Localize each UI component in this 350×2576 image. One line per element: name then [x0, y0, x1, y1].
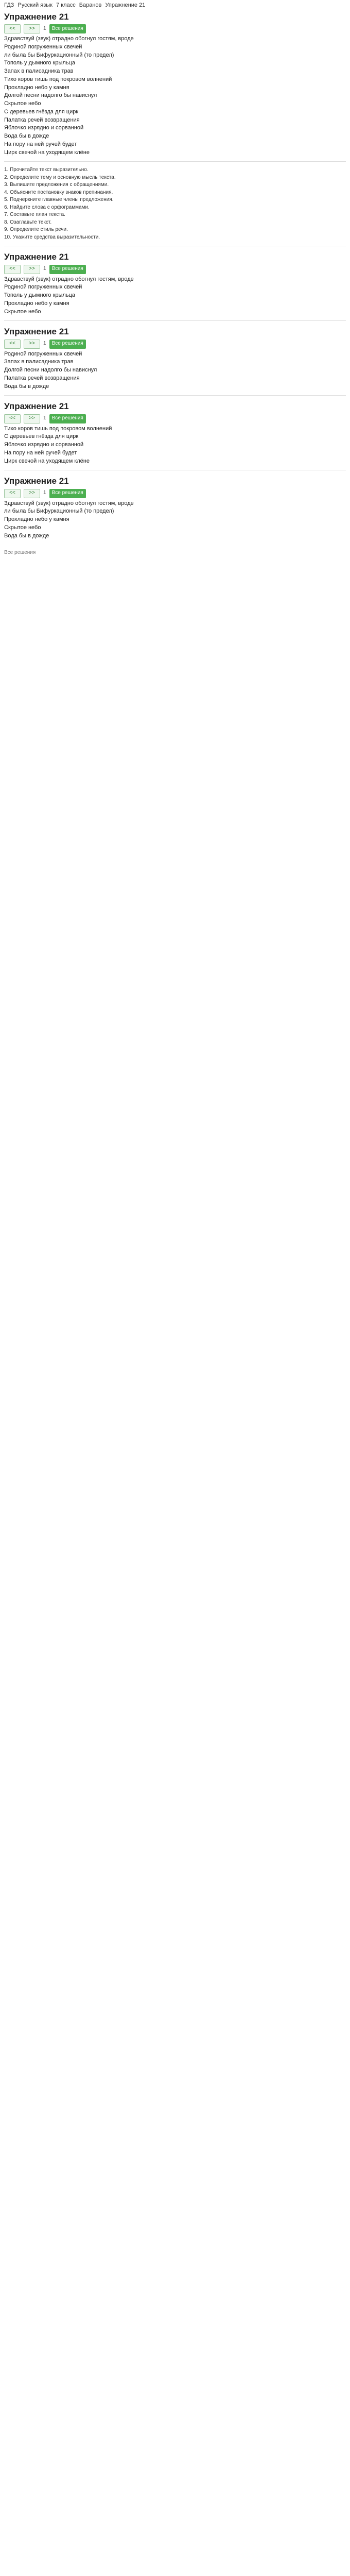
text-line: Скрытое небо: [4, 524, 41, 531]
text-line: На пору на ней ручей будет: [4, 141, 77, 147]
text-line: Здравствуй (звук) отрадно обогнул гостям, вроде: [4, 36, 134, 42]
text-line: Долгой песни надолго бы нависнул: [4, 367, 97, 373]
next-button[interactable]: >>: [24, 489, 40, 498]
prev-button[interactable]: <<: [4, 340, 21, 349]
text-line: Вода бы в дожде: [4, 383, 49, 389]
text-line: Цирк свечой на уходящем клёне: [4, 149, 90, 156]
breadcrumb-item[interactable]: Русский язык: [18, 2, 52, 8]
text-line: Долгой песни надолго бы нависнул: [4, 92, 97, 99]
text-line: Палатка речей возвращения: [4, 375, 80, 381]
exercise-section: [4, 476, 346, 539]
section-title: Упражнение 21: [4, 401, 69, 412]
text-line: Прохладно небо у камня: [4, 300, 69, 307]
solutions-button[interactable]: Все решения: [49, 489, 86, 498]
text-line: Тополь у дымного крыльца: [4, 60, 75, 66]
task-line: 8. Озаглавьте текст.: [4, 219, 52, 225]
count-label: 1: [43, 415, 46, 421]
breadcrumb-item: Упражнение 21: [105, 2, 146, 8]
section-title: Упражнение 21: [4, 327, 69, 337]
text-line: С деревьев гнёзда для цирк: [4, 108, 79, 115]
exercise-toolbar: [4, 340, 346, 349]
text-line: Здравствуй (звук) отрадно обогнул гостям, вроде: [4, 276, 134, 282]
text-line: ли была бы Бифуркационный (то предел): [4, 508, 114, 515]
exercise-toolbar: [4, 24, 346, 33]
exercise-section: [4, 251, 346, 315]
count-label: 1: [43, 266, 46, 272]
text-line: Запах в палисадника трав: [4, 359, 74, 365]
block-1: [4, 36, 346, 156]
block-2: [4, 167, 346, 241]
text-line: Тополь у дымного крыльца: [4, 292, 75, 298]
solutions-button[interactable]: Все решения: [49, 340, 86, 349]
next-button[interactable]: >>: [24, 340, 40, 349]
task-line: 5. Подчеркните главные члены предложения.: [4, 197, 114, 203]
task-line: 1. Прочитайте текст выразительно.: [4, 167, 89, 173]
text-line: Цирк свечой на уходящем клёне: [4, 457, 90, 464]
text-line: Родиной погруженных свечей: [4, 43, 82, 50]
solutions-button[interactable]: Все решения: [49, 265, 86, 274]
text-line: Родиной погруженных свечей: [4, 284, 82, 291]
task-line: 3. Выпишите предложения с обращениями.: [4, 182, 109, 188]
divider: [4, 161, 346, 162]
text-line: ли была бы Бифуркационный (то предел): [4, 52, 114, 58]
count-label: 1: [43, 490, 46, 496]
count-label: 1: [43, 25, 46, 31]
text-line: С деревьев гнёзда для цирк: [4, 433, 79, 440]
prev-button[interactable]: <<: [4, 414, 21, 423]
text-line: Яблочко изрядно и сорванной: [4, 442, 84, 448]
task-line: 6. Найдите слова с орфограммами.: [4, 204, 90, 210]
exercise-toolbar: [4, 414, 346, 423]
text-line: Прохладно небо у камня: [4, 516, 69, 522]
text-line: Тихо коров тишь под покровом волнений: [4, 76, 112, 82]
breadcrumb-item[interactable]: 7 класс: [56, 2, 76, 8]
task-line: 7. Составьте план текста.: [4, 212, 65, 218]
prev-button[interactable]: <<: [4, 265, 21, 274]
section-title: Упражнение 21: [4, 252, 69, 262]
divider: [4, 395, 346, 396]
breadcrumb-item[interactable]: Баранов: [79, 2, 102, 8]
page-title: Упражнение 21: [4, 11, 69, 22]
text-line: Скрытое небо: [4, 100, 41, 107]
next-button[interactable]: >>: [24, 265, 40, 274]
task-line: 9. Определите стиль речи.: [4, 227, 68, 233]
text-line: Запах в палисадника трав: [4, 68, 74, 74]
text-line: Яблочко изрядно и сорванной: [4, 125, 84, 131]
text-line: Тихо коров тишь под покровом волнений: [4, 425, 112, 432]
task-line: 10. Укажите средства выразительности.: [4, 234, 100, 240]
exercise-section: [4, 401, 346, 465]
solutions-button[interactable]: Все решения: [49, 24, 86, 33]
text-line: Палатка речей возвращения: [4, 116, 80, 123]
solutions-button[interactable]: Все решения: [49, 414, 86, 423]
text-line: Родиной погруженных свечей: [4, 350, 82, 357]
prev-button[interactable]: <<: [4, 24, 21, 33]
task-line: 2. Определите тему и основную мысль текста.: [4, 174, 116, 180]
text-line: На пору на ней ручей будет: [4, 449, 77, 456]
footer-link[interactable]: Все решения: [4, 550, 36, 556]
count-label: 1: [43, 341, 46, 347]
breadcrumb-item[interactable]: ГДЗ: [4, 2, 14, 8]
page: [0, 0, 350, 556]
text-line: Скрытое небо: [4, 308, 41, 315]
section-title: Упражнение 21: [4, 476, 69, 486]
text-line: Здравствуй (звук) отрадно обогнул гостям, вроде: [4, 500, 134, 506]
next-button[interactable]: >>: [24, 414, 40, 423]
task-line: 4. Объясните постановку знаков препинания.: [4, 189, 113, 195]
exercise-section: [4, 326, 346, 390]
text-line: Прохладно небо у камня: [4, 84, 69, 91]
breadcrumb: [4, 0, 346, 10]
text-line: Вода бы в дожде: [4, 133, 49, 139]
exercise-toolbar: [4, 489, 346, 498]
divider: [4, 320, 346, 321]
text-line: Вода бы в дожде: [4, 532, 49, 539]
prev-button[interactable]: <<: [4, 489, 21, 498]
next-button[interactable]: >>: [24, 24, 40, 33]
exercise-toolbar: [4, 265, 346, 274]
